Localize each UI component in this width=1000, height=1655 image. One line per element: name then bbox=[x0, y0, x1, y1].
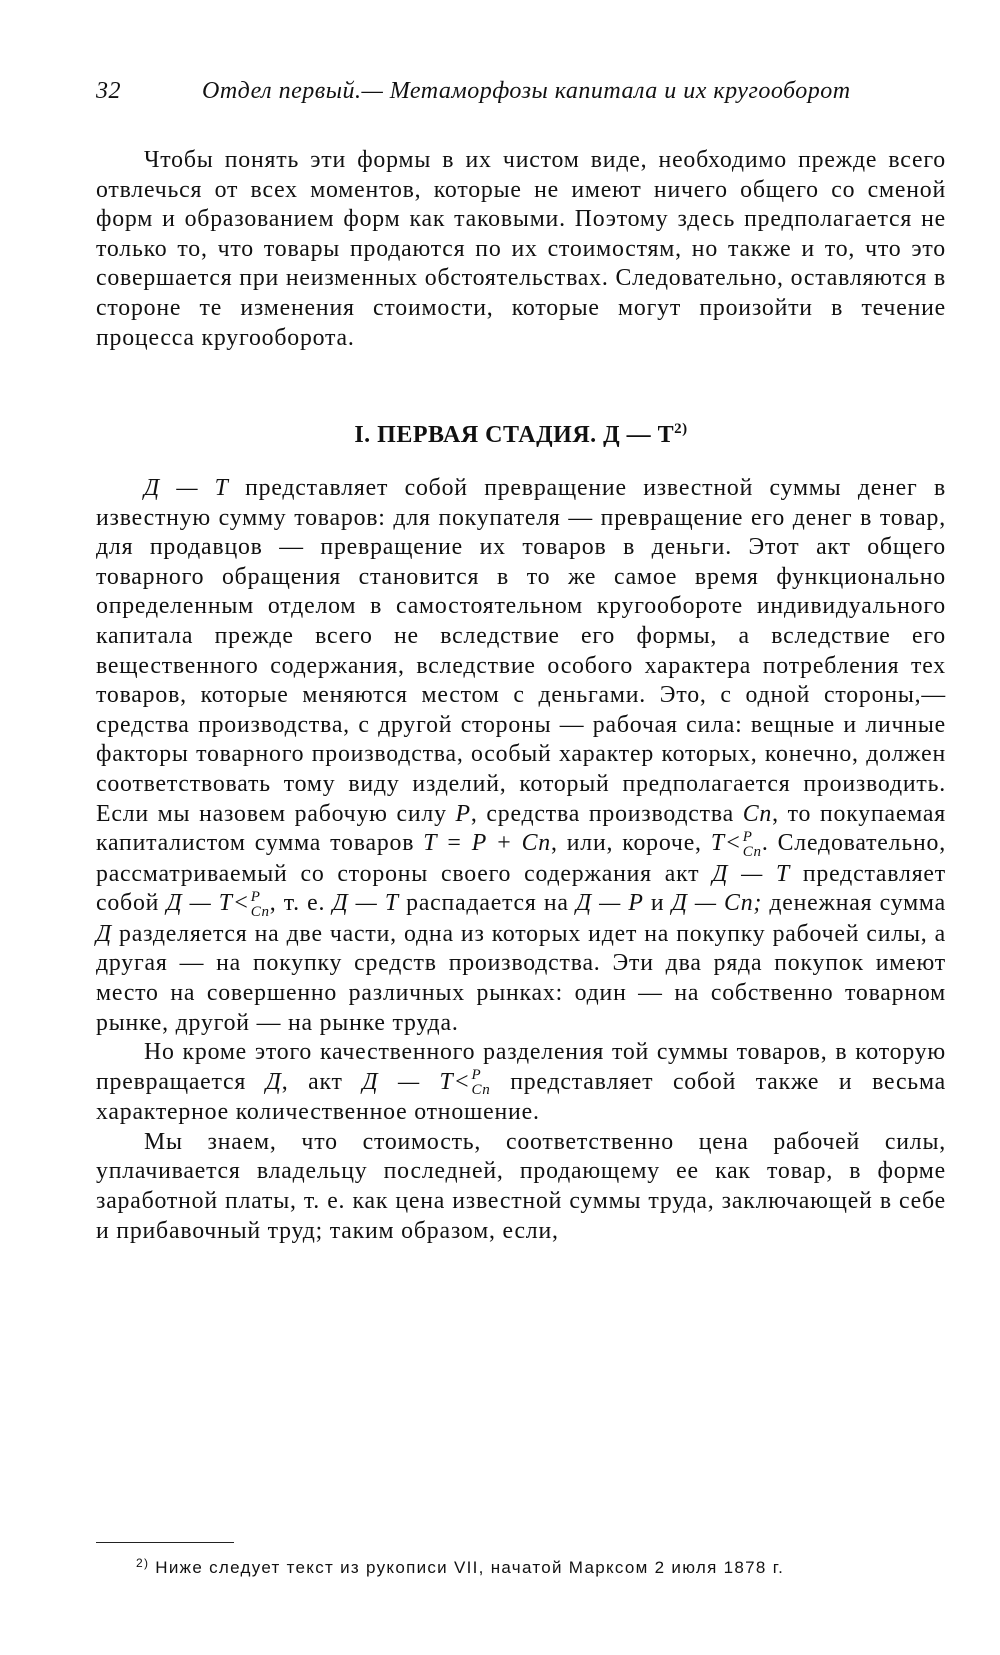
main-text bbox=[96, 474, 946, 1246]
p2-text-1: представляет собой превращение известной суммы денег в известную сумму товаров: для покупателя — превращение его денег в товар, для продавцов — превращение их товаров в деньги. Этот акт общего товарного обращения становится в то же самое время функционально определенным отделом в самостоятельном кругообороте индивидуального капитала прежде всего не вследствие его формы, а вследствие его вещественного содержания, вследствие особого характера потребления тех товаров, которые меняются местом с деньгами. Это, с одной стороны,— средства производства, с другой стороны — рабочая сила: вещные и личные факторы товарного производства, особый характер которых, конечно, должен соответствовать тому виду изделий, который предполагается производить. Если мы назовем рабочую силу bbox=[96, 475, 946, 827]
fork-sign: < bbox=[232, 890, 250, 917]
footnote-marker: 2) bbox=[136, 1556, 150, 1570]
symbol-d: Д bbox=[96, 920, 112, 947]
footnote-text: Ниже следует текст из рукописи VII, начатой Марксом 2 июля 1878 г. bbox=[155, 1558, 785, 1577]
formula-t-equals: T = P + Cn bbox=[423, 830, 551, 857]
formula-d-cn: Д — Сn; bbox=[671, 890, 763, 917]
paragraph-2 bbox=[96, 474, 946, 1038]
fork-stack bbox=[471, 1068, 490, 1098]
section-heading-text: I. ПЕРВАЯ СТАДИЯ. Д — Т bbox=[354, 422, 675, 448]
p3-text-3: представляет собой также и весьма характерное количественное отношение. bbox=[96, 1068, 947, 1126]
fork-top: P bbox=[742, 828, 753, 845]
formula-d-t-fork: Д — T bbox=[166, 890, 233, 917]
formula-d-t-2: Д — Т bbox=[712, 860, 790, 887]
symbol-p: P bbox=[455, 800, 471, 827]
fork-stack bbox=[251, 890, 270, 920]
page-number: 32 bbox=[96, 78, 121, 104]
fork-bottom: Cn bbox=[250, 903, 270, 920]
p3-text-1: Но кроме этого качественного разделения той суммы товаров, в которую превращается bbox=[96, 1039, 946, 1095]
p2-text-11: разделяется на две части, одна из которых идет на покупку рабочей силы, а другая — на покупку средств производства. Эти два ряда покупок имеют место на совершенно различных рынках: один — на собственно товарном рынке, другой — на рынке труда. bbox=[96, 920, 946, 1036]
p2-text-5: . Следовательно, рассматриваемый со стороны своего содержания акт bbox=[96, 830, 946, 887]
p2-text-4: , или, короче, bbox=[551, 830, 711, 857]
formula-d-t-fork: Д — T bbox=[362, 1068, 454, 1095]
fork-sign: < bbox=[453, 1068, 471, 1095]
running-head-title: Отдел первый.— Метаморфозы капитала и их кругооборот bbox=[202, 78, 851, 104]
p2-text-2: , средства производства bbox=[470, 800, 743, 827]
p3-text-2: , акт bbox=[281, 1068, 363, 1095]
fork-top: P bbox=[471, 1067, 482, 1084]
fork-sign: < bbox=[724, 830, 742, 857]
p2-text-6: представляет собой bbox=[96, 860, 946, 917]
fork-bottom: Cn bbox=[471, 1082, 491, 1099]
paragraph-4: Мы знаем, что стоимость, соответственно цена рабочей силы, уплачивается владельцу последней, продающему ее как товар, в форме заработной платы, т. е. как цена известной суммы труда, заключающей в себе и прибавочный труд; таким образом, если, bbox=[96, 1128, 946, 1244]
p2-text-8: распадается на bbox=[398, 890, 577, 917]
footnote bbox=[136, 1556, 936, 1578]
footnote-divider bbox=[96, 1542, 234, 1543]
symbol-d: Д bbox=[265, 1068, 282, 1095]
formula-t-fork-t: T bbox=[710, 830, 725, 857]
intro-paragraph: Чтобы понять эти формы в их чистом виде, необходимо прежде всего отвлечься от всех моментов, которые не имеют ничего общего со сменой форм и образованием форм как таковыми. Поэтому здесь предполагается не только то, что товары продаются по их стоимостям, но также и то, что это совершается при неизменных обстоятельствах. Следовательно, оставляются в стороне те изменения стоимости, которые могут произойти в течение процесса кругооборота. bbox=[96, 147, 946, 351]
fork-bottom: Cn bbox=[742, 843, 762, 860]
symbol-cn: Cn bbox=[742, 800, 773, 827]
p2-text-9: и bbox=[643, 890, 672, 917]
p2-text-3: , то покупаемая капиталистом сумма товаров bbox=[96, 800, 946, 857]
formula-d-t-3: Д — Т bbox=[332, 890, 399, 917]
fork-stack bbox=[743, 830, 762, 860]
section-heading bbox=[96, 421, 946, 449]
footnote-ref-marker: 2) bbox=[674, 421, 688, 437]
fork-top: P bbox=[250, 888, 261, 905]
p2-text-10: денежная сумма bbox=[762, 890, 946, 917]
paragraph-3 bbox=[96, 1038, 946, 1128]
formula-d-p: Д — Р bbox=[576, 890, 644, 917]
formula-d-t: Д — Т bbox=[144, 475, 229, 501]
p2-text-7: , т. е. bbox=[269, 890, 333, 917]
intro-section bbox=[96, 146, 946, 353]
